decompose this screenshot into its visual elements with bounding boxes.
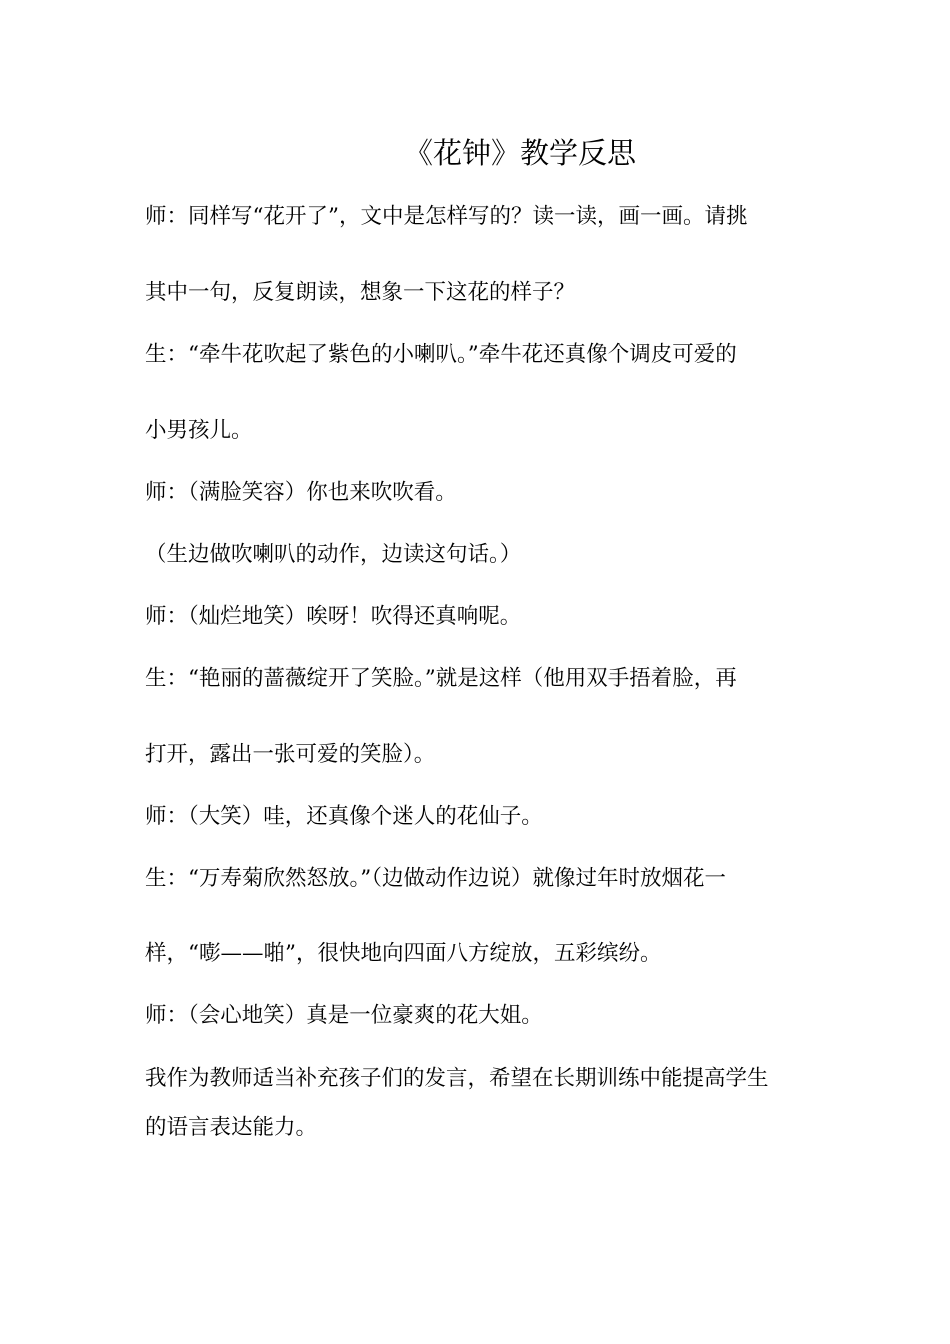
paragraph-line: 师：同样写“花开了”，文中是怎样写的？读一读，画一画。请挑 bbox=[145, 204, 748, 229]
paragraph-line: 生：“牵牛花吹起了紫色的小喇叭。”牵牛花还真像个调皮可爱的 bbox=[145, 342, 737, 367]
paragraph-line: 打开，露出一张可爱的笑脸）。 bbox=[145, 742, 436, 767]
paragraph-line: 生：“万寿菊欣然怒放。”（边做动作边说）就像过年时放烟花一 bbox=[145, 866, 726, 891]
paragraph-line: 生：“艳丽的蔷薇绽开了笑脸。”就是这样（他用双手捂着脸，再 bbox=[145, 666, 737, 691]
paragraph-line: 我作为教师适当补充孩子们的发言，希望在长期训练中能提高学生 bbox=[145, 1066, 769, 1091]
paragraph-line: 师：（会心地笑）真是一位豪爽的花大姐。 bbox=[145, 1003, 543, 1028]
paragraph-line: （生边做吹喇叭的动作，边读这句话。） bbox=[145, 542, 522, 567]
paragraph-line: 样，“嘭——啪”，很快地向四面八方绽放，五彩缤纷。 bbox=[145, 941, 662, 966]
paragraph-line: 师：（灿烂地笑）唉呀！吹得还真响呢。 bbox=[145, 604, 522, 629]
paragraph-line: 的语言表达能力。 bbox=[145, 1115, 318, 1140]
paragraph-line: 其中一句，反复朗读，想象一下这花的样子？ bbox=[145, 280, 576, 305]
paragraph-line: 小男孩儿。 bbox=[145, 418, 253, 443]
document-title: 《花钟》教学反思 bbox=[403, 136, 636, 170]
paragraph-line: 师：（满脸笑容）你也来吹吹看。 bbox=[145, 480, 457, 505]
paragraph-line: 师：（大笑）哇，还真像个迷人的花仙子。 bbox=[145, 804, 543, 829]
